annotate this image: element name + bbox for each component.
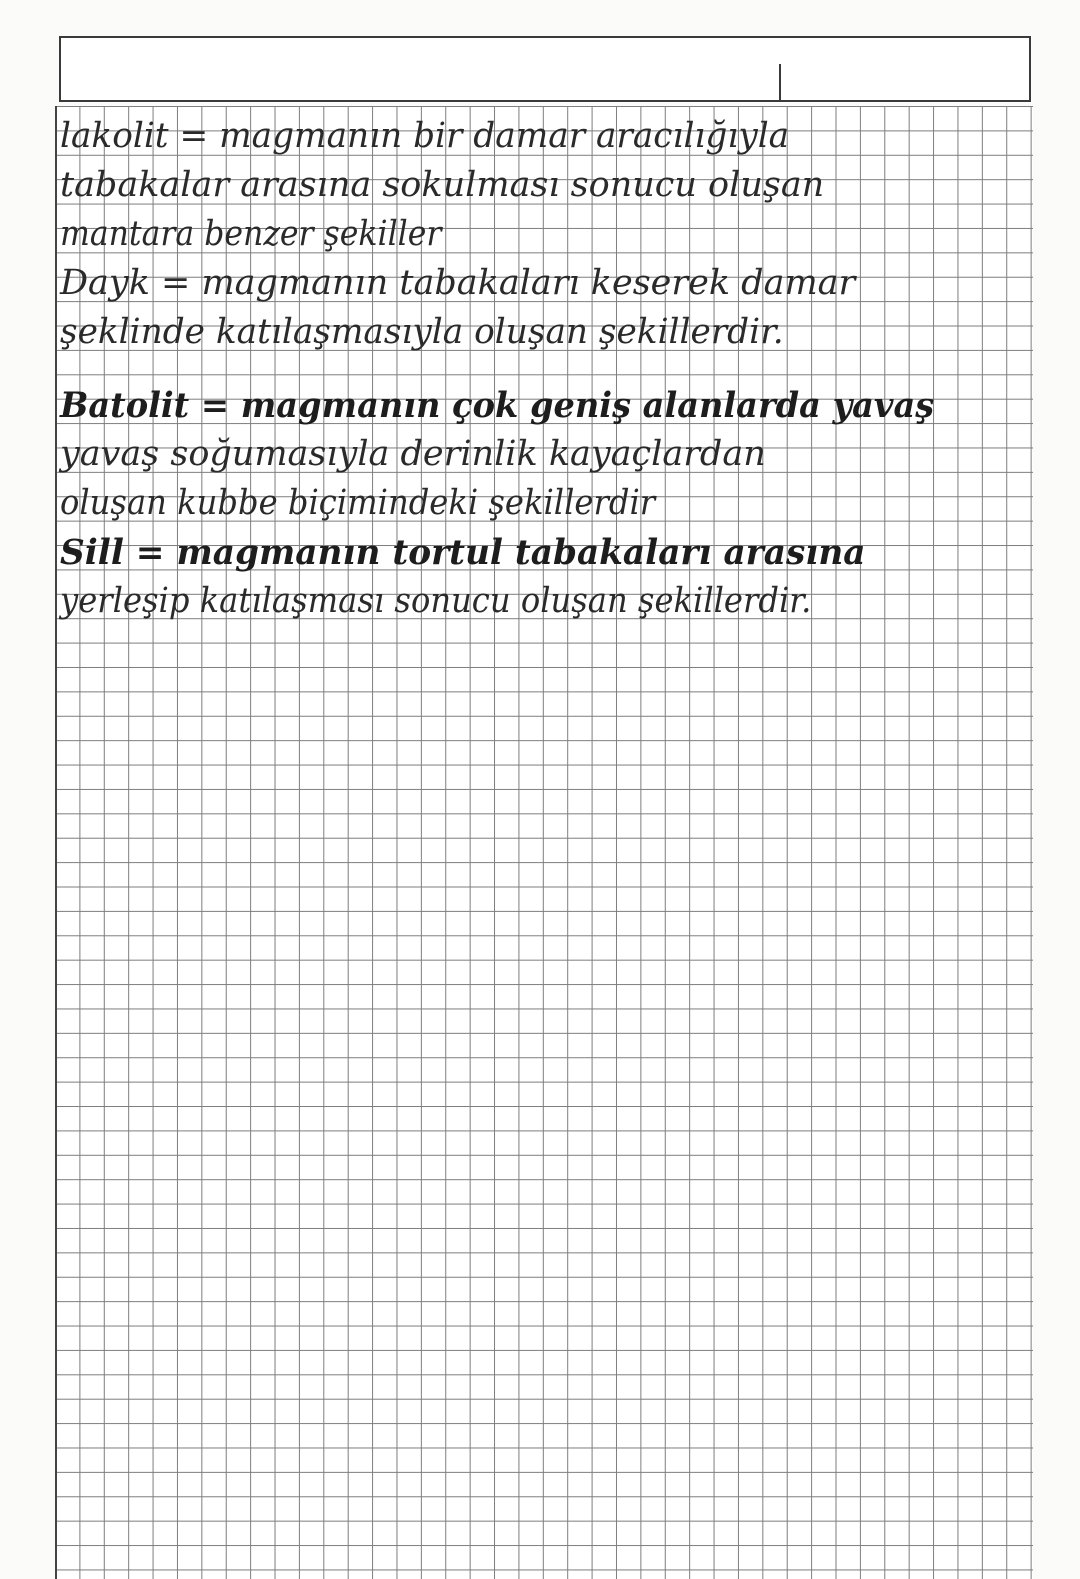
note-line: yavaş soğumasıyla derinlik kayaçlardan [60, 434, 766, 474]
note-line: Batolit = magmanın çok geniş alanlarda yavaş [60, 385, 935, 426]
note-line: mantara benzer şekiller [60, 214, 442, 254]
margin-line [55, 106, 57, 1579]
header-divider [779, 64, 781, 102]
header-box [59, 36, 1031, 102]
note-line: Dayk = magmanın tabakaları keserek damar [60, 263, 856, 303]
note-line: yerleşip katılaşması sonucu oluşan şekillerdir. [60, 581, 812, 621]
note-line: lakolit = magmanın bir damar aracılığıyla [60, 116, 790, 156]
note-line: tabakalar arasına sokulması sonucu oluşan [60, 165, 825, 205]
handwritten-notes [60, 112, 1020, 626]
note-line: Sill = magmanın tortul tabakaları arasına [60, 532, 866, 573]
note-line: şeklinde katılaşmasıyla oluşan şekillerdir. [60, 312, 784, 352]
note-line: oluşan kubbe biçimindeki şekillerdir [60, 483, 656, 523]
